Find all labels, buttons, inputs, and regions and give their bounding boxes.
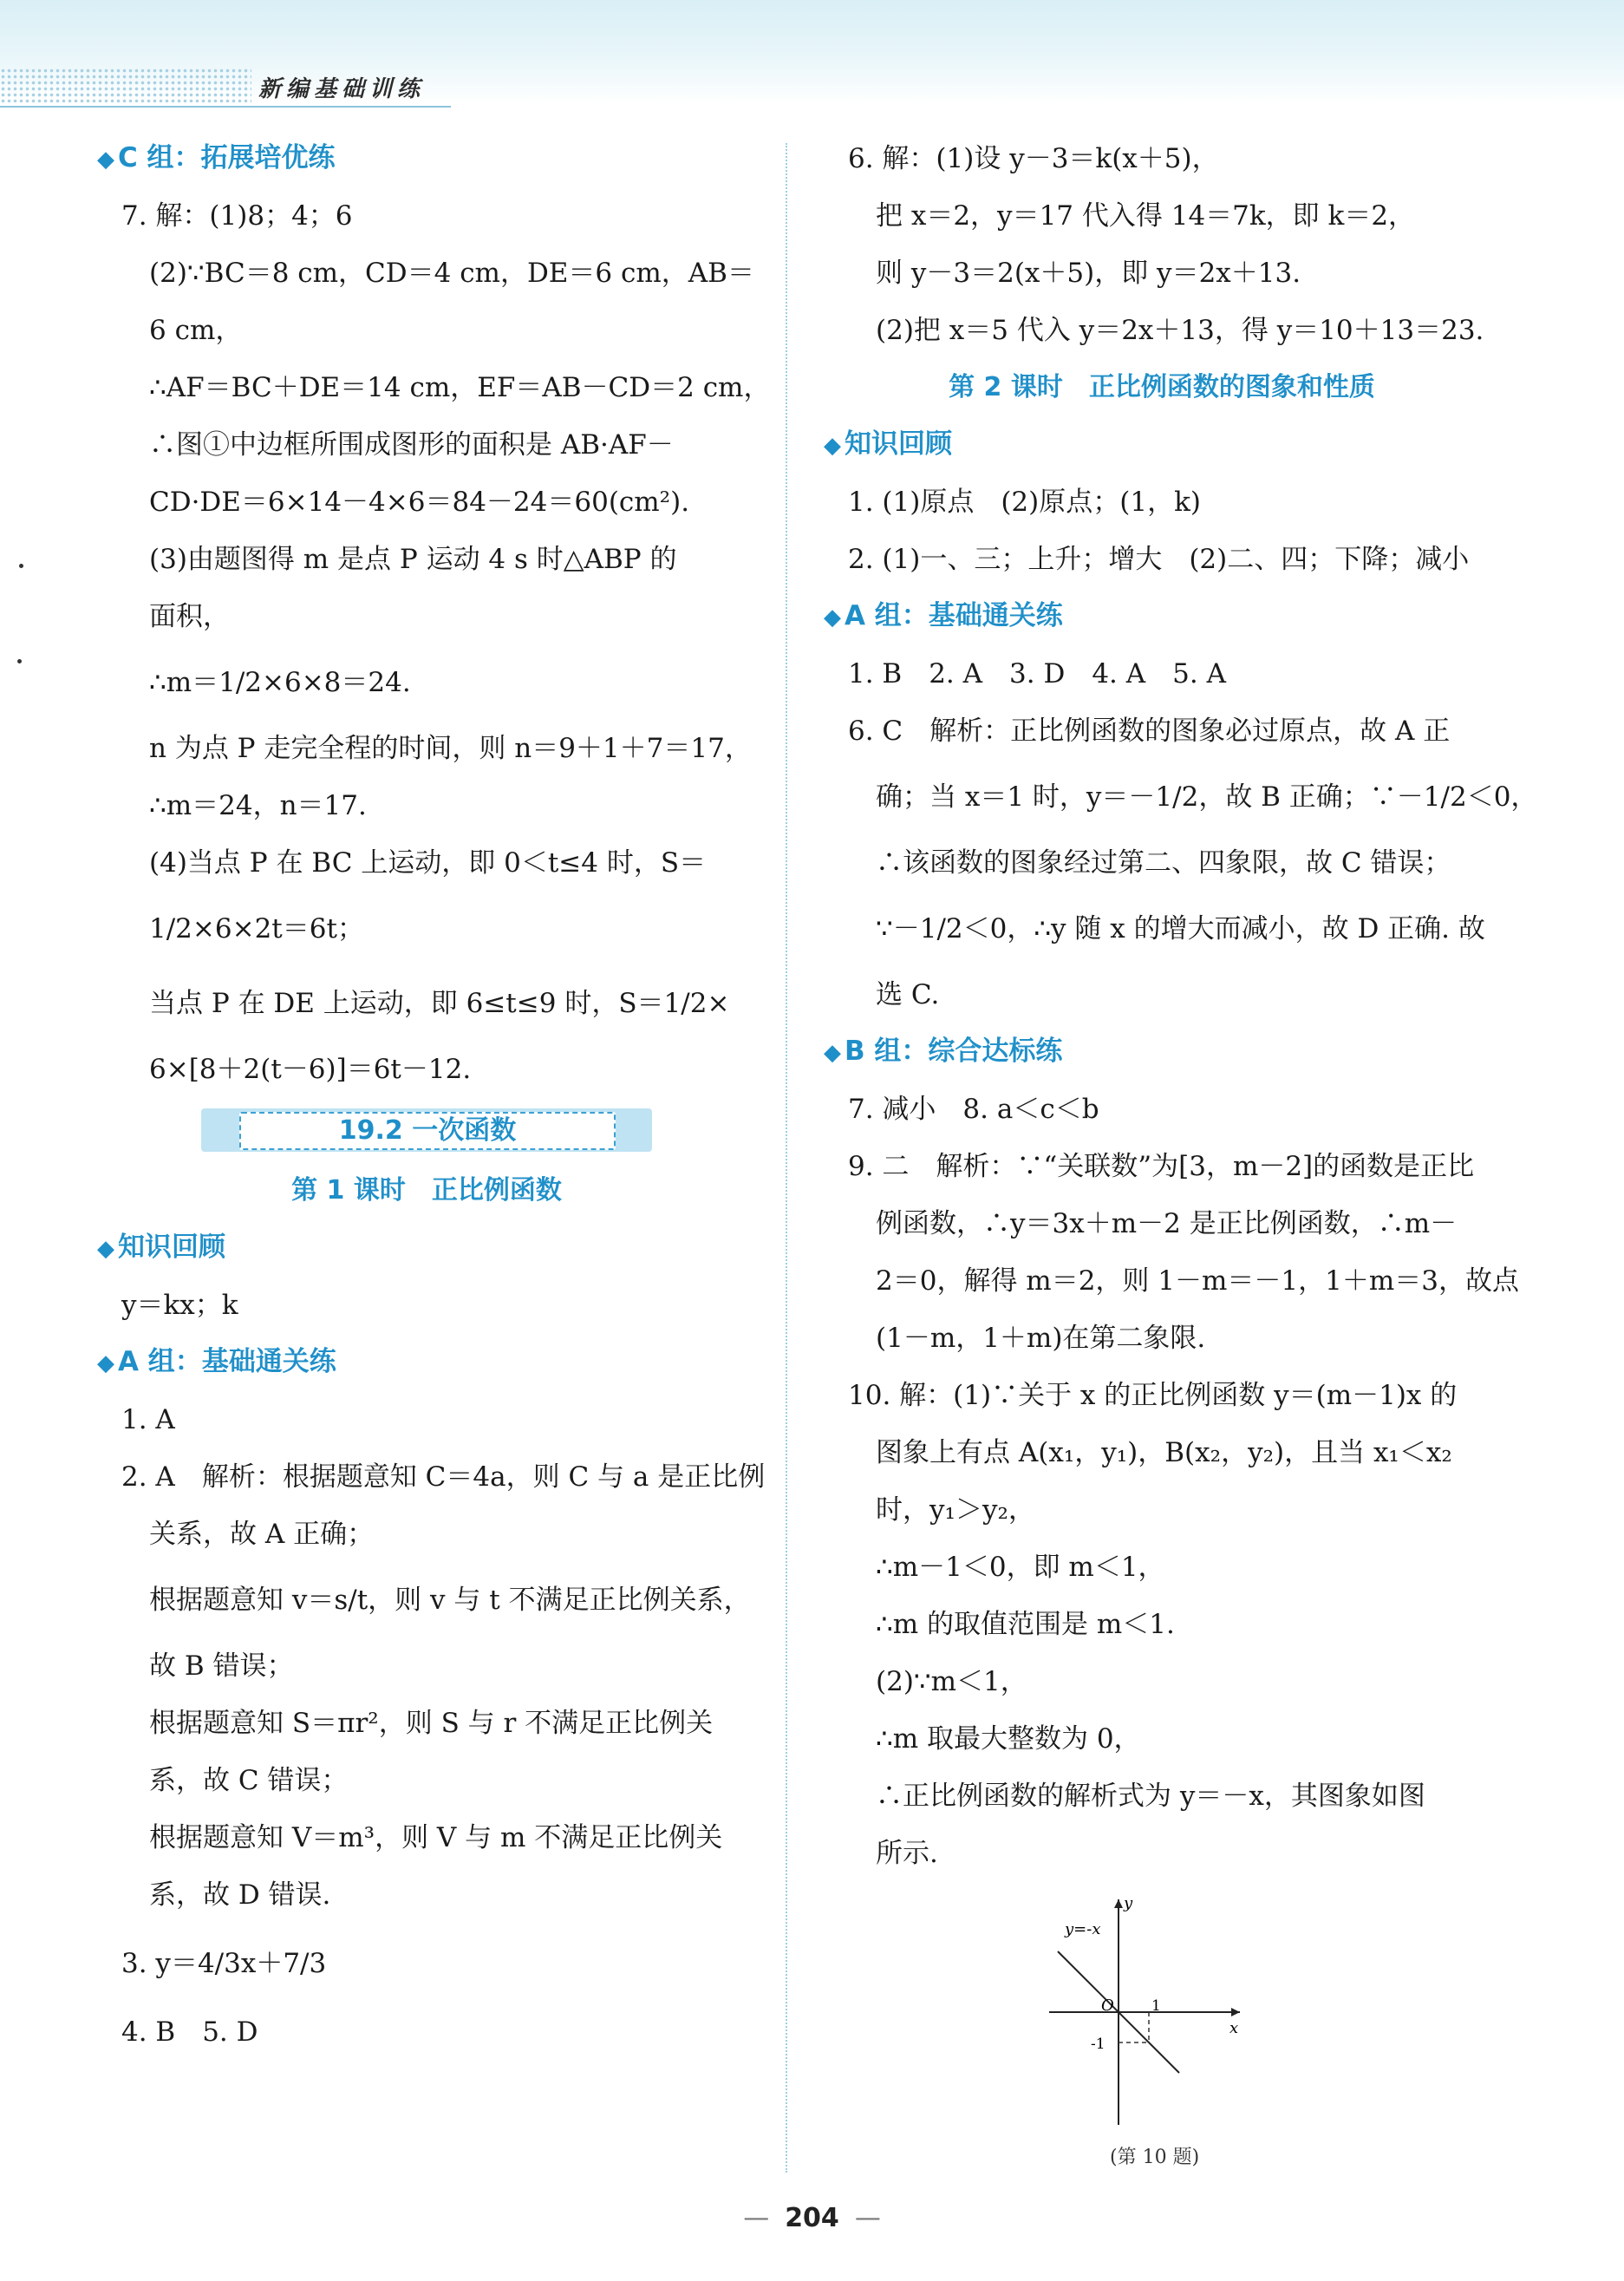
function-label: y=-x (1065, 1920, 1101, 1938)
figure-caption: (第 10 题) (1110, 2147, 1200, 2168)
answer-line: (2)把 x＝5 代入 y＝2x＋13，得 y＝10＋13＝23. (876, 315, 1484, 346)
section-heading-a-group: ◆ A 组：基础通关练 (824, 600, 1063, 631)
answer-line: 面积， (149, 601, 230, 632)
column-divider (786, 143, 787, 2173)
left-column (97, 130, 771, 2061)
tick-label-y: -1 (1091, 2036, 1105, 2053)
footer-dash: — (743, 2203, 770, 2233)
answer-line: y＝kx；k (121, 1290, 238, 1321)
answer-line: 6. C 解析：正比例函数的图象必过原点，故 A 正 (848, 716, 1451, 747)
y-axis-arrow (1114, 1899, 1123, 1908)
answer-line: 选 C. (876, 979, 940, 1010)
diamond-icon: ◆ (97, 1236, 114, 1262)
function-graph-figure (824, 1882, 1500, 2168)
header-dot-pattern (0, 68, 251, 102)
origin-label: O (1101, 1997, 1114, 2015)
answer-line: 把 x＝2，y＝17 代入得 14＝7k，即 k＝2， (876, 200, 1416, 232)
banner-background (201, 1108, 652, 1152)
answer-line: (2)∵m＜1， (876, 1666, 1027, 1697)
answer-line: (3)由题图得 m 是点 P 运动 4 s 时△ABP 的 (149, 544, 677, 575)
answer-line: 6. 解：(1)设 y－3＝k(x＋5)， (848, 143, 1219, 174)
answer-line: ∴正比例函数的解析式为 y＝－x，其图象如图 (876, 1781, 1425, 1812)
answer-line: 图象上有点 A(x₁，y₁)，B(x₂，y₂)，且当 x₁＜x₂ (876, 1437, 1452, 1468)
page-number: 204 (785, 2203, 839, 2233)
diamond-icon: ◆ (97, 147, 114, 173)
answer-line: 例函数，∴y＝3x＋m－2 是正比例函数，∴m－ (876, 1208, 1458, 1239)
book-title: 新编基础训练 (258, 76, 426, 102)
diamond-icon: ◆ (824, 605, 841, 631)
x-axis-arrow (1231, 2008, 1240, 2016)
answer-line: ∴图①中边框所围成图形的面积是 AB·AF－ (149, 429, 674, 461)
section-heading-c-group: ◆ C 组：拓展培优练 (97, 142, 336, 173)
tick-label-x: 1 (1151, 1997, 1161, 2015)
lesson-title: 第 1 课时 正比例函数 (291, 1175, 562, 1206)
answer-line: 系，故 C 错误； (149, 1765, 349, 1796)
answer-line: 所示. (876, 1838, 938, 1869)
answer-line: 根据题意知 S＝πr²，则 S 与 r 不满足正比例关 (149, 1708, 714, 1739)
answer-line: 当点 P 在 DE 上运动，即 6≤t≤9 时，S＝1/2× (149, 988, 730, 1019)
graph-svg (1040, 1891, 1249, 2134)
answer-line: 根据题意知 V＝m³，则 V 与 m 不满足正比例关 (149, 1822, 723, 1853)
answer-line: 系，故 D 错误. (149, 1879, 331, 1911)
answer-line: 7. 减小 8. a＜c＜b (848, 1094, 1099, 1125)
section-banner (97, 1098, 756, 1162)
page-number-footer (0, 2203, 1624, 2233)
answer-line: (2)∵BC＝8 cm，CD＝4 cm，DE＝6 cm，AB＝ (149, 258, 754, 289)
banner-title: 19.2 一次函数 (239, 1112, 616, 1150)
answer-line: ∴该函数的图象经过第二、四象限，故 C 错误； (876, 847, 1451, 879)
section-heading-knowledge: ◆ 知识回顾 (824, 428, 952, 460)
answer-line: 1. A (121, 1404, 175, 1435)
answer-line: 4. B 5. D (121, 2016, 258, 2048)
answer-line: 根据题意知 v＝s/t，则 v 与 t 不满足正比例关系， (149, 1585, 751, 1616)
answer-line: 6×[8＋2(t－6)]＝6t－12. (149, 1054, 472, 1085)
diamond-icon: ◆ (824, 1040, 841, 1066)
answer-line: 1. (1)原点 (2)原点；(1，k) (848, 487, 1201, 518)
answer-line: ∴m 的取值范围是 m＜1. (876, 1609, 1175, 1640)
answer-line: (1－m，1＋m)在第二象限. (876, 1323, 1206, 1354)
answer-line: 9. 二 解析：∵“关联数”为[3，m－2]的函数是正比 (848, 1151, 1475, 1182)
answer-line: 1/2×6×2t＝6t； (149, 913, 364, 944)
answer-line: ∴m－1＜0，即 m＜1， (876, 1552, 1165, 1583)
diamond-icon: ◆ (824, 433, 841, 459)
answer-line: 2＝0，解得 m＝2，则 1－m＝－1，1＋m＝3，故点 (876, 1265, 1519, 1297)
scan-speck (19, 564, 23, 568)
section-heading-b-group: ◆ B 组：综合达标练 (824, 1036, 1063, 1067)
answer-line: (4)当点 P 在 BC 上运动，即 0＜t≤4 时，S＝ (149, 847, 707, 879)
answer-line: n 为点 P 走完全程的时间，则 n＝9＋1＋7＝17， (149, 733, 752, 764)
section-heading-a-group: ◆ A 组：基础通关练 (97, 1346, 336, 1377)
answer-line: 7. 解：(1)8；4；6 (121, 200, 353, 232)
scan-speck (17, 659, 22, 663)
answer-line: 2. A 解析：根据题意知 C＝4a，则 C 与 a 是正比例 (121, 1461, 766, 1493)
answer-line: 6 cm， (149, 315, 243, 346)
lesson-title: 第 2 课时 正比例函数的图象和性质 (949, 372, 1375, 402)
answer-line: ∴m＝24，n＝17. (149, 790, 367, 821)
answer-line: 则 y－3＝2(x＋5)，即 y＝2x＋13. (876, 258, 1301, 289)
answer-line: 时，y₁＞y₂， (876, 1494, 1035, 1526)
answer-line: 3. y＝4/3x＋7/3 (121, 1948, 327, 1979)
answer-line: 故 B 错误； (149, 1650, 294, 1682)
footer-dash: — (854, 2203, 881, 2233)
answer-line: CD·DE＝6×14－4×6＝84－24＝60(cm²). (149, 487, 690, 518)
answer-line: ∵－1/2＜0，∴y 随 x 的增大而减小，故 D 正确. 故 (876, 913, 1485, 944)
answer-line: ∴m＝1/2×6×8＝24. (149, 667, 411, 698)
right-column (824, 130, 1538, 2168)
answer-line: ∴AF＝BC＋DE＝14 cm，EF＝AB－CD＝2 cm， (149, 372, 771, 403)
section-heading-knowledge: ◆ 知识回顾 (97, 1232, 225, 1263)
x-axis-label: x (1229, 2019, 1239, 2037)
answer-line: 1. B 2. A 3. D 4. A 5. A (848, 658, 1226, 690)
header-rule (0, 106, 451, 108)
diamond-icon: ◆ (97, 1350, 114, 1376)
answer-line: 确；当 x＝1 时，y＝－1/2，故 B 正确；∵－1/2＜0， (876, 781, 1538, 813)
answer-line: 关系，故 A 正确； (149, 1519, 375, 1550)
answer-line: ∴m 取最大整数为 0， (876, 1723, 1141, 1755)
answer-line: 2. (1)一、三；上升；增大 (2)二、四；下降；减小 (848, 544, 1470, 575)
answer-line: 10. 解：(1)∵关于 x 的正比例函数 y＝(m－1)x 的 (848, 1380, 1458, 1411)
y-axis-label: y (1124, 1894, 1133, 1912)
